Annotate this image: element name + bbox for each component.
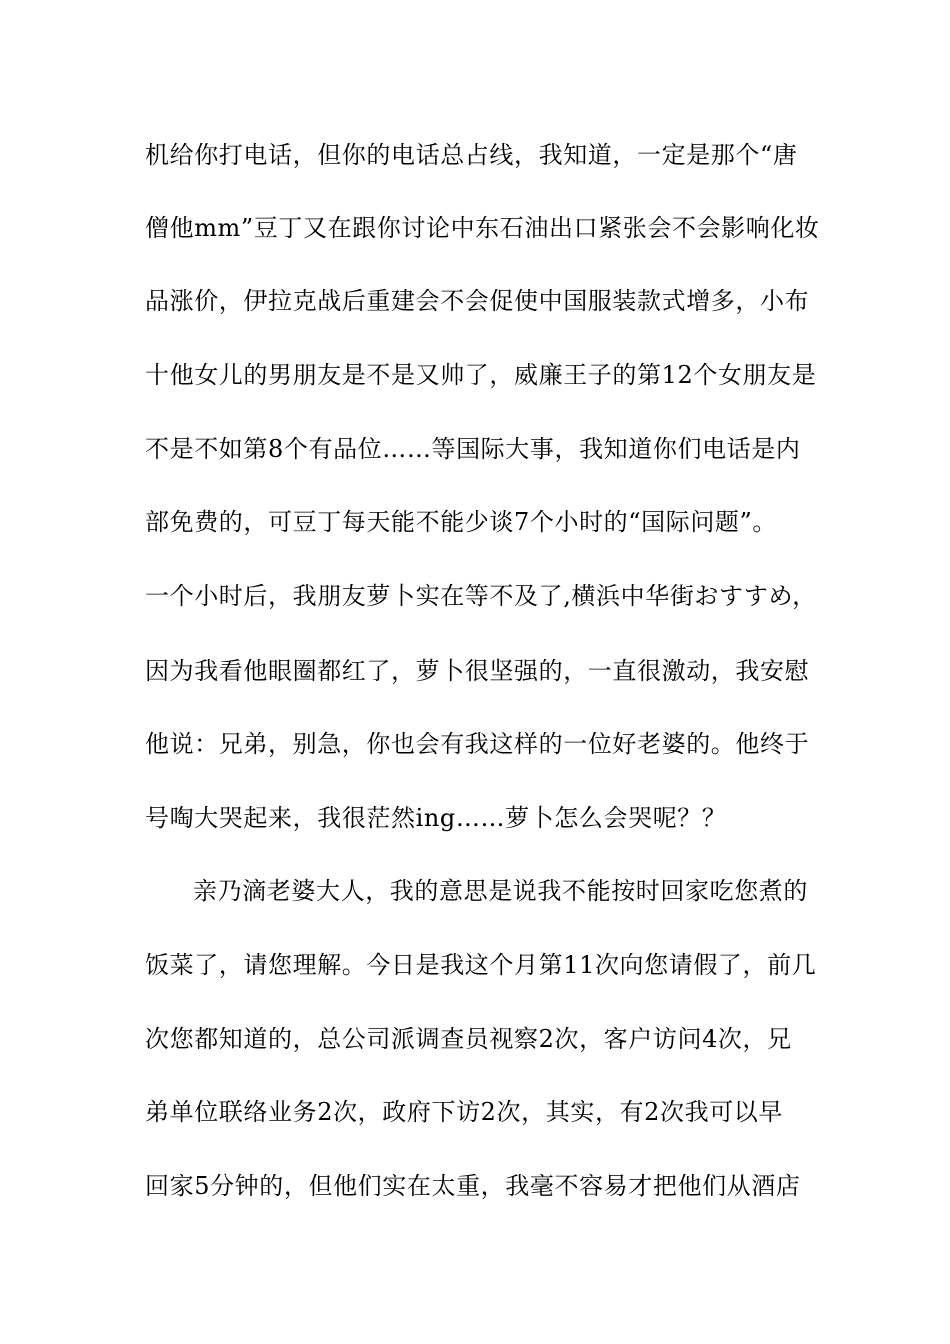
text-line: 僧他mm”豆丁又在跟你讨论中东石油出口紧张会不会影响化妆 [145, 214, 820, 242]
text-line: 不是不如第8个有品位……等国际大事，我知道你们电话是内 [145, 435, 801, 463]
text-line: 次您都知道的，总公司派调查员视察2次，客户访问4次，兄 [145, 1025, 792, 1053]
text-line: 机给你打电话，但你的电话总占线，我知道，一定是那个“唐 [145, 141, 798, 169]
text-line: 他说：兄弟，别急，你也会有我这样的一位好老婆的。他终于 [145, 730, 810, 758]
text-line: 回家5分钟的，但他们实在太重，我毫不容易才把他们从酒店 [145, 1172, 801, 1200]
text-line: 部免费的，可豆丁每天能不能少谈7个小时的“国际问题”。 [145, 508, 778, 536]
text-line: 品涨价，伊拉克战后重建会不会促使中国服装款式增多，小布 [145, 287, 810, 315]
paragraph-start-line: 亲乃滴老婆大人，我的意思是说我不能按时回家吃您煮的 [193, 877, 808, 905]
text-line: 号啕大哭起来，我很茫然ing……萝卜怎么会哭呢？？ [145, 804, 727, 832]
text-line: 饭菜了，请您理解。今日是我这个月第11次向您请假了，前几 [145, 951, 817, 979]
text-line: 十他女儿的男朋友是不是又帅了，威廉王子的第12个女朋友是 [145, 361, 817, 389]
text-line: 一个小时后，我朋友萝卜实在等不及了,横浜中华街おすすめ， [145, 582, 817, 610]
text-line: 因为我看他眼圈都红了，萝卜很坚强的，一直很激动，我安慰 [145, 657, 810, 685]
text-line: 弟单位联络业务2次，政府下访2次，其实，有2次我可以早 [145, 1098, 784, 1126]
